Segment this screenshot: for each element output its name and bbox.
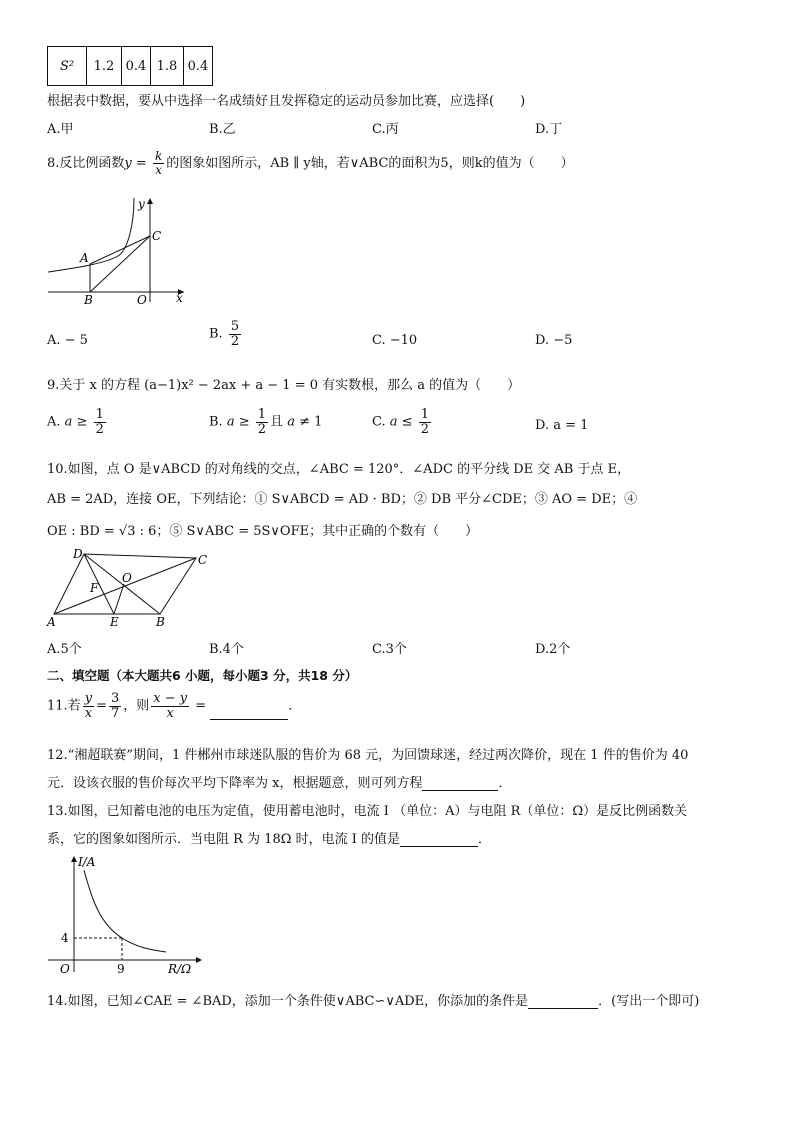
q10-option-a: A.5个 bbox=[47, 642, 82, 657]
q8-option-c: C. −10 bbox=[372, 333, 418, 348]
q10-label-c: C bbox=[198, 553, 208, 567]
q9-option-d: D. a = 1 bbox=[535, 418, 589, 433]
q8-figure bbox=[44, 194, 194, 306]
q13-line2: 系，它的图象如图所示．当电阻 R 为 18Ω 时，电流 I 的值是 ． bbox=[47, 832, 492, 847]
q9-option-a: A. a ≥ $\frac{1}{2}$ bbox=[47, 407, 104, 437]
section-title: 二、填空题（本大题共6 小题，每小题3 分，共18 分） bbox=[47, 668, 358, 683]
q7-stem: 根据表中数据，要从中选择一名成绩好且发挥稳定的运动员参加比赛，应选择( ) bbox=[47, 94, 526, 109]
q10-label-e: E bbox=[110, 615, 119, 628]
q8-label-c: C bbox=[152, 229, 162, 243]
q13-label-y: I/A bbox=[78, 855, 96, 869]
q9-option-c: C. a ≤ $\frac{1}{2}$ bbox=[372, 407, 429, 437]
q10-label-f: F bbox=[90, 581, 99, 595]
q14-stem: 14.如图，已知∠CAE = ∠BAD，添加一个条件使∨ABC∽∨ADE，你添加的条件是 ．(写出一个即可) bbox=[47, 994, 700, 1009]
q10-label-o: O bbox=[122, 571, 132, 585]
q10-line2: AB = 2AD，连接 OE，下列结论：① S∨ABCD = AD · BD；② DB 平分∠CDE；③ AO = DE；④ bbox=[47, 492, 638, 507]
q8-option-b: B. $\frac{5}{2}$ bbox=[209, 319, 240, 349]
q8-stem: 8.反比例函数y = $\frac{k}{x}$ 的图象如图所示，AB ∥ y轴，若∨ABC的面积为5，则k的值为（ ） bbox=[47, 149, 574, 177]
table-cell: 0.4 bbox=[184, 47, 213, 86]
q12-answer-blank[interactable] bbox=[422, 790, 498, 791]
q8-label-y: y bbox=[138, 197, 145, 211]
table-row bbox=[48, 47, 213, 86]
q10-label-b: B bbox=[156, 615, 165, 628]
q11-stem: 11.若 $\frac{y}{x}$ = $\frac{3}{7}$ ，则 $\frac{x - y}{x}$ = ． bbox=[47, 691, 302, 721]
q10-option-b: B.4个 bbox=[209, 642, 244, 657]
table-row-label: S² bbox=[48, 47, 87, 86]
q10-option-d: D.2个 bbox=[535, 642, 571, 657]
table-cell: 1.8 bbox=[151, 47, 184, 86]
q9-option-b: B. a ≥ $\frac{1}{2}$ 且 a ≠ 1 bbox=[209, 407, 323, 437]
q12-line2: 元．设该衣服的售价每次平均下降率为 x，根据题意，则可列方程 ． bbox=[47, 776, 512, 791]
q7-option-a: A.甲 bbox=[47, 122, 74, 137]
q14-answer-blank[interactable] bbox=[528, 1008, 598, 1009]
q7-option-d: D.丁 bbox=[535, 122, 563, 137]
q8-label-o: O bbox=[137, 293, 147, 306]
table-cell: 1.2 bbox=[87, 47, 122, 86]
q10-label-a: A bbox=[47, 615, 56, 628]
q13-label-x: R/Ω bbox=[168, 962, 192, 976]
q13-answer-blank[interactable] bbox=[400, 846, 478, 847]
q10-line1: 10.如图，点 O 是∨ABCD 的对角线的交点，∠ABC = 120°．∠ADC 的平分线 DE 交 AB 于点 E， bbox=[47, 462, 631, 477]
q13-label-o: O bbox=[60, 962, 70, 976]
q8-option-a: A. − 5 bbox=[47, 333, 88, 348]
q7-option-b: B.乙 bbox=[209, 122, 236, 137]
q8-option-d: D. −5 bbox=[535, 333, 573, 348]
q8-label-b: B bbox=[84, 293, 93, 306]
q13-tick-x: 9 bbox=[117, 962, 125, 976]
q13-tick-y: 4 bbox=[61, 931, 69, 945]
q13-figure bbox=[44, 852, 204, 978]
q9-stem: 9.关于 x 的方程 (a−1)x² − 2ax + a − 1 = 0 有实数根，那么 a 的值为（ ） bbox=[47, 378, 521, 393]
q10-label-d: D bbox=[73, 547, 83, 561]
q8-label-x: x bbox=[176, 291, 183, 305]
q13-line1: 13.如图，已知蓄电池的电压为定值，使用蓄电池时，电流 I （单位：A）与电阻 R（单位：Ω）是反比例函数关 bbox=[47, 804, 688, 819]
q8-label-a: A bbox=[80, 251, 89, 265]
q11-answer-blank[interactable] bbox=[210, 719, 288, 720]
q10-line3: OE : BD = √3 : 6；⑤ S∨ABC = 5S∨OFE；其中正确的个数有（ ） bbox=[47, 524, 479, 539]
q10-option-c: C.3个 bbox=[372, 642, 407, 657]
q12-line1: 12.“湘超联赛”期间，1 件郴州市球迷队服的售价为 68 元，为回馈球迷，经过两次降价，现在 1 件的售价为 40 bbox=[47, 748, 689, 763]
variance-table bbox=[47, 46, 213, 86]
table-cell: 0.4 bbox=[122, 47, 151, 86]
q10-figure bbox=[44, 546, 214, 628]
q7-option-c: C.丙 bbox=[372, 122, 399, 137]
